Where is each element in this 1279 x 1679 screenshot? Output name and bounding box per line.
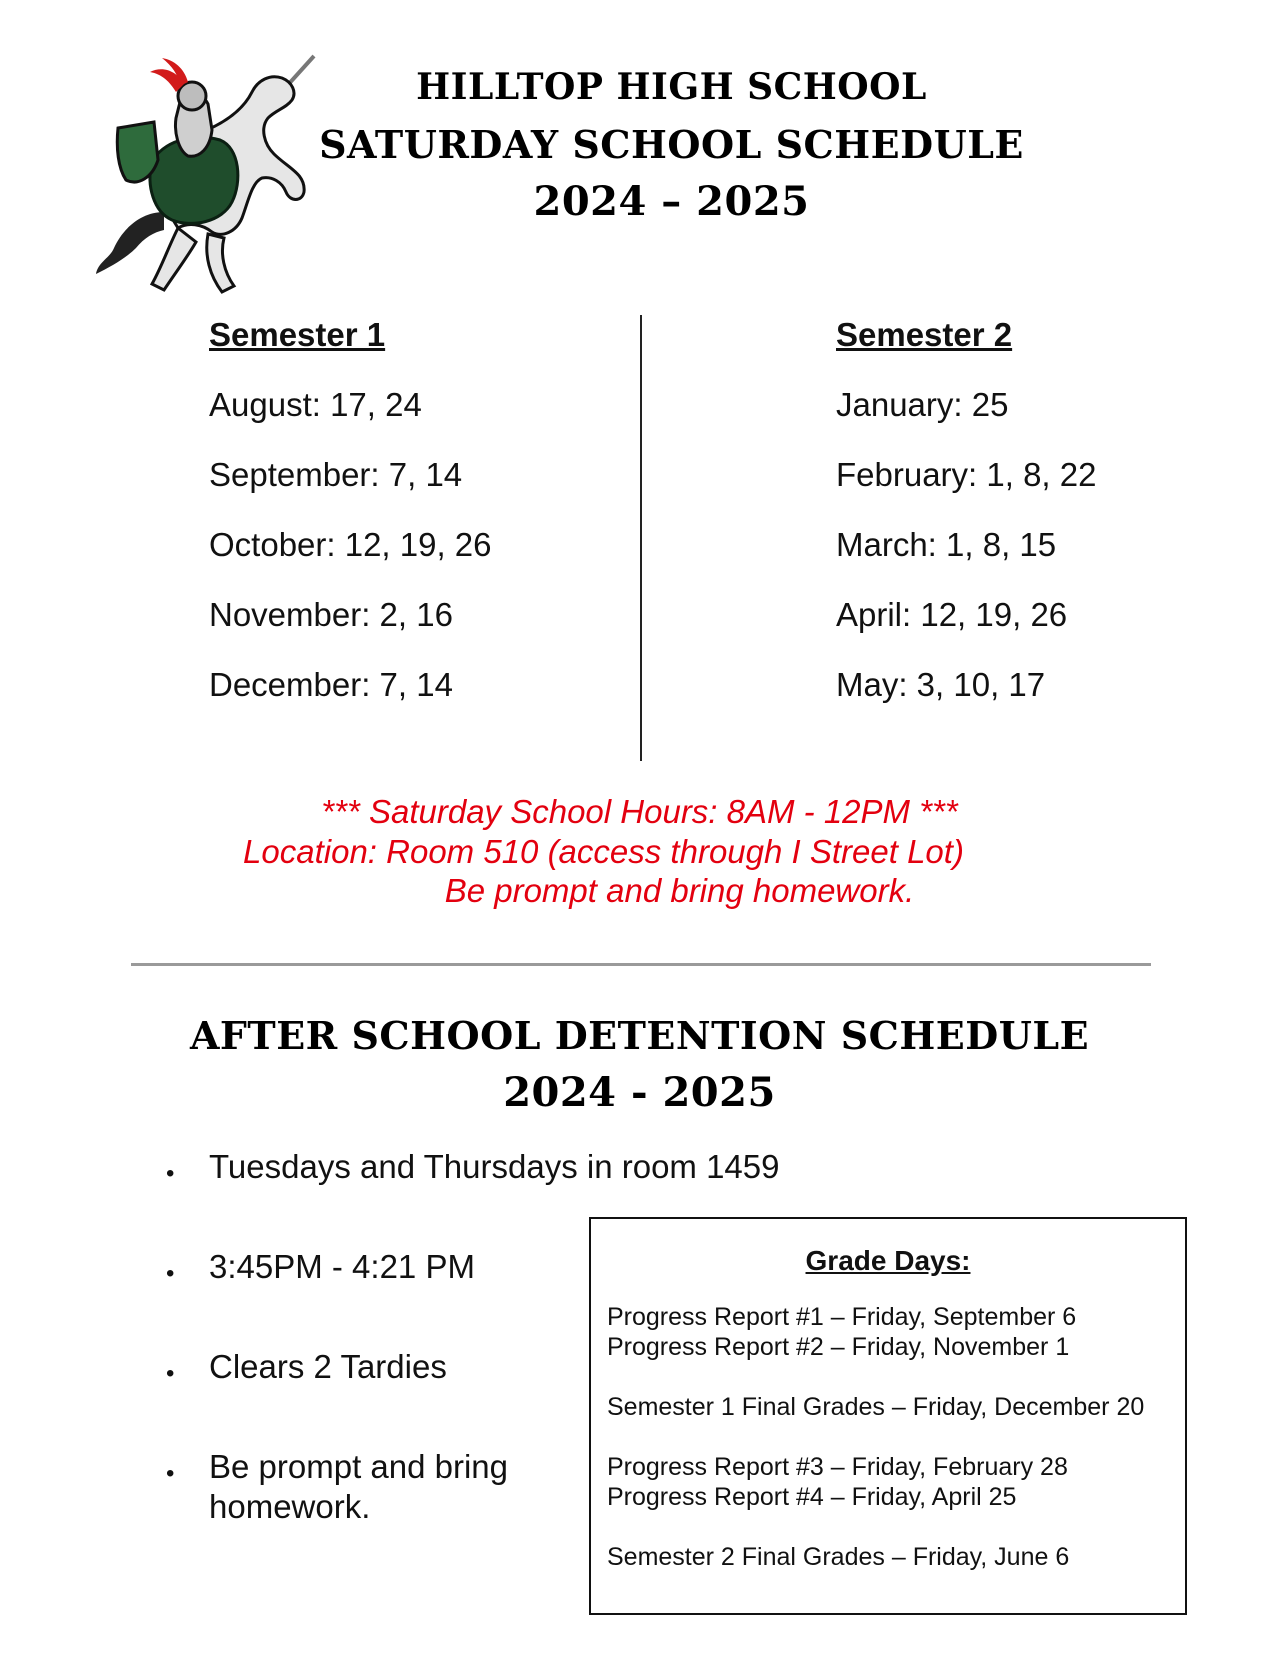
semester-2-heading: Semester 2 bbox=[836, 316, 1013, 353]
grade-day-line: Progress Report #2 – Friday, November 1 bbox=[607, 1333, 1070, 1361]
detention-bullet-tardies: Clears 2 Tardies bbox=[209, 1348, 447, 1385]
semester-2-march: March: 1, 8, 15 bbox=[836, 526, 1057, 563]
semester-1-december: December: 7, 14 bbox=[209, 666, 453, 703]
grade-days-box bbox=[589, 1217, 1187, 1615]
grade-days-heading: Grade Days: bbox=[805, 1245, 971, 1276]
semester-2-column bbox=[836, 316, 1256, 703]
semester-1-october: October: 12, 19, 26 bbox=[209, 526, 492, 563]
prompt-note: Be prompt and bring homework. bbox=[444, 872, 915, 909]
bullet-dot: • bbox=[166, 1160, 175, 1187]
semester-1-august: August: 17, 24 bbox=[209, 386, 422, 423]
grade-day-line: Progress Report #3 – Friday, February 28 bbox=[607, 1453, 1068, 1481]
section-divider bbox=[131, 963, 1151, 966]
detention-bullet-prompt: Be prompt and bring bbox=[209, 1448, 509, 1485]
semester-2-may: May: 3, 10, 17 bbox=[836, 666, 1046, 703]
grade-day-line: Semester 1 Final Grades – Friday, December 20 bbox=[607, 1393, 1145, 1421]
detention-bullet-prompt-cont: homework. bbox=[209, 1488, 371, 1525]
detention-year: 2024 - 2025 bbox=[503, 1069, 776, 1116]
bullet-dot: • bbox=[166, 1260, 175, 1287]
grade-day-line: Semester 2 Final Grades – Friday, June 6 bbox=[607, 1543, 1070, 1571]
semester-2-april: April: 12, 19, 26 bbox=[836, 596, 1068, 633]
page-title: SATURDAY SCHOOL SCHEDULE bbox=[319, 122, 1024, 167]
saturday-hours-note: *** Saturday School Hours: 8AM - 12PM *** bbox=[321, 793, 958, 830]
grade-day-line: Progress Report #1 – Friday, September 6 bbox=[607, 1303, 1077, 1331]
semester-1-heading: Semester 1 bbox=[209, 316, 386, 353]
semester-2-february: February: 1, 8, 22 bbox=[836, 456, 1097, 493]
semester-1-column bbox=[209, 316, 609, 703]
school-year: 2024 – 2025 bbox=[533, 178, 810, 225]
semester-1-september: September: 7, 14 bbox=[209, 456, 463, 493]
school-name: HILLTOP HIGH SCHOOL bbox=[416, 66, 927, 108]
grade-day-line: Progress Report #4 – Friday, April 25 bbox=[607, 1483, 1017, 1511]
bullet-dot: • bbox=[166, 1360, 175, 1387]
detention-title: AFTER SCHOOL DETENTION SCHEDULE bbox=[189, 1013, 1090, 1058]
semester-2-january: January: 25 bbox=[836, 386, 1009, 423]
location-note: Location: Room 510 (access through I Street Lot) bbox=[243, 833, 964, 870]
semester-1-november: November: 2, 16 bbox=[209, 596, 453, 633]
column-divider bbox=[640, 315, 642, 761]
detention-bullet-time: 3:45PM - 4:21 PM bbox=[209, 1248, 475, 1285]
bullet-dot: • bbox=[166, 1460, 175, 1487]
detention-bullet-days: Tuesdays and Thursdays in room 1459 bbox=[209, 1148, 780, 1185]
